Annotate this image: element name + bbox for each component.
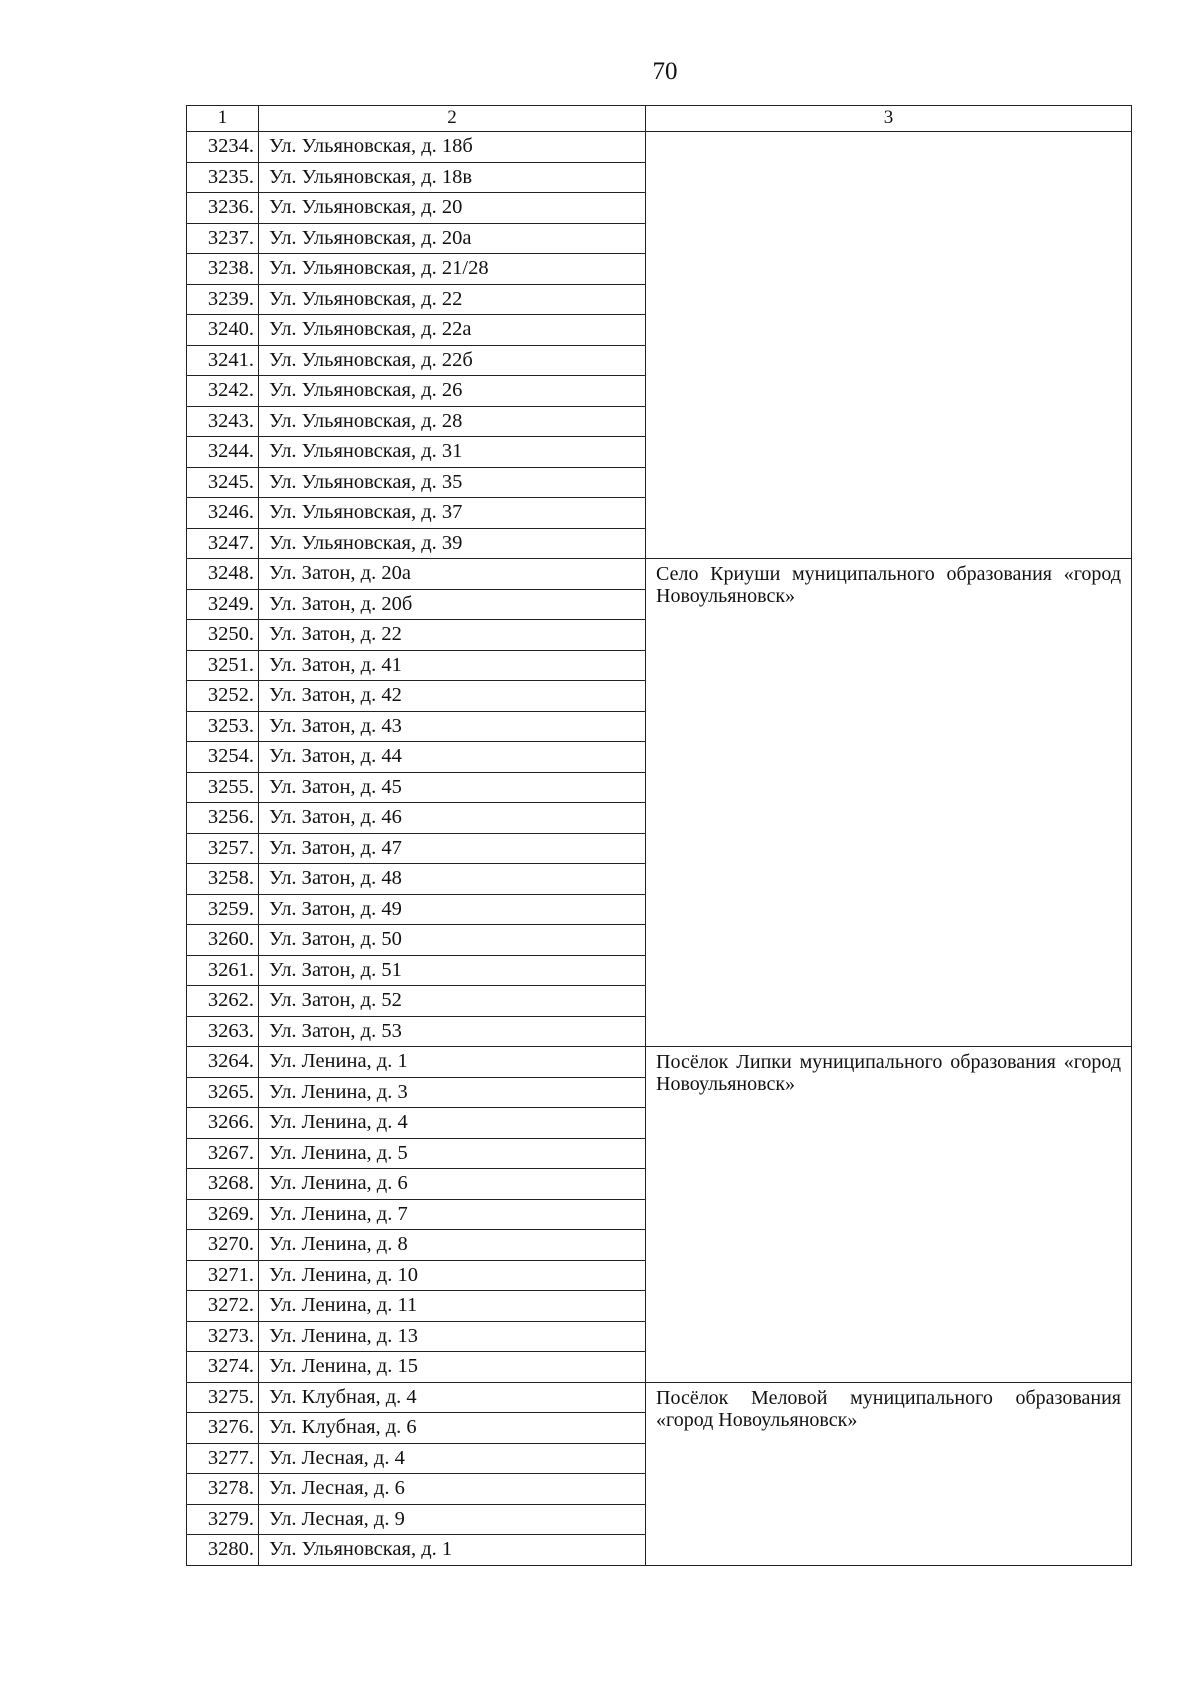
- header-col-2: 2: [259, 106, 646, 132]
- row-number: 3235.: [187, 162, 259, 193]
- address-table-body: [187, 106, 1132, 1566]
- row-number: 3273.: [187, 1321, 259, 1352]
- row-number: 3279.: [187, 1504, 259, 1535]
- address-cell: Ул. Ульяновская, д. 1: [259, 1535, 646, 1566]
- row-number: 3271.: [187, 1260, 259, 1291]
- row-number: 3274.: [187, 1352, 259, 1383]
- row-number: 3242.: [187, 376, 259, 407]
- row-number: 3269.: [187, 1199, 259, 1230]
- address-cell: Ул. Ульяновская, д. 28: [259, 406, 646, 437]
- row-number: 3277.: [187, 1443, 259, 1474]
- location-cell: [646, 132, 1132, 559]
- address-cell: Ул. Ленина, д. 7: [259, 1199, 646, 1230]
- row-number: 3275.: [187, 1382, 259, 1413]
- address-cell: Ул. Затон, д. 41: [259, 650, 646, 681]
- address-cell: Ул. Ульяновская, д. 22а: [259, 315, 646, 346]
- row-number: 3236.: [187, 193, 259, 224]
- row-number: 3250.: [187, 620, 259, 651]
- header-row: [187, 106, 1132, 132]
- row-number: 3238.: [187, 254, 259, 285]
- row-number: 3237.: [187, 223, 259, 254]
- row-number: 3246.: [187, 498, 259, 529]
- row-number: 3276.: [187, 1413, 259, 1444]
- row-number: 3243.: [187, 406, 259, 437]
- address-cell: Ул. Затон, д. 51: [259, 955, 646, 986]
- address-cell: Ул. Затон, д. 20а: [259, 559, 646, 590]
- row-number: 3240.: [187, 315, 259, 346]
- address-cell: Ул. Ульяновская, д. 39: [259, 528, 646, 559]
- address-cell: Ул. Ульяновская, д. 22б: [259, 345, 646, 376]
- address-cell: Ул. Затон, д. 50: [259, 925, 646, 956]
- address-cell: Ул. Лесная, д. 6: [259, 1474, 646, 1505]
- address-cell: Ул. Затон, д. 22: [259, 620, 646, 651]
- address-cell: Ул. Лесная, д. 4: [259, 1443, 646, 1474]
- address-cell: Ул. Затон, д. 46: [259, 803, 646, 834]
- address-cell: Ул. Ленина, д. 3: [259, 1077, 646, 1108]
- page-number: 70: [652, 58, 678, 85]
- row-number: 3256.: [187, 803, 259, 834]
- row-number: 3270.: [187, 1230, 259, 1261]
- address-cell: Ул. Лесная, д. 9: [259, 1504, 646, 1535]
- address-cell: Ул. Ленина, д. 8: [259, 1230, 646, 1261]
- row-number: 3245.: [187, 467, 259, 498]
- row-number: 3244.: [187, 437, 259, 468]
- row-number: 3247.: [187, 528, 259, 559]
- address-cell: Ул. Ленина, д. 5: [259, 1138, 646, 1169]
- row-number: 3249.: [187, 589, 259, 620]
- row-number: 3259.: [187, 894, 259, 925]
- address-cell: Ул. Затон, д. 42: [259, 681, 646, 712]
- address-cell: Ул. Затон, д. 44: [259, 742, 646, 773]
- row-number: 3251.: [187, 650, 259, 681]
- address-cell: Ул. Ленина, д. 15: [259, 1352, 646, 1383]
- address-cell: Ул. Ульяновская, д. 22: [259, 284, 646, 315]
- address-cell: Ул. Затон, д. 53: [259, 1016, 646, 1047]
- table-row: [187, 132, 1132, 163]
- row-number: 3258.: [187, 864, 259, 895]
- row-number: 3255.: [187, 772, 259, 803]
- address-cell: Ул. Ульяновская, д. 37: [259, 498, 646, 529]
- row-number: 3272.: [187, 1291, 259, 1322]
- location-cell: Посёлок Меловой муниципального образования «город Новоульяновск»: [646, 1382, 1132, 1565]
- row-number: 3262.: [187, 986, 259, 1017]
- row-number: 3280.: [187, 1535, 259, 1566]
- address-cell: Ул. Затон, д. 20б: [259, 589, 646, 620]
- row-number: 3248.: [187, 559, 259, 590]
- address-cell: Ул. Ленина, д. 11: [259, 1291, 646, 1322]
- row-number: 3261.: [187, 955, 259, 986]
- row-number: 3263.: [187, 1016, 259, 1047]
- address-cell: Ул. Затон, д. 43: [259, 711, 646, 742]
- address-cell: Ул. Затон, д. 52: [259, 986, 646, 1017]
- row-number: 3267.: [187, 1138, 259, 1169]
- address-cell: Ул. Затон, д. 45: [259, 772, 646, 803]
- address-cell: Ул. Ульяновская, д. 35: [259, 467, 646, 498]
- row-number: 3241.: [187, 345, 259, 376]
- address-cell: Ул. Затон, д. 47: [259, 833, 646, 864]
- address-cell: Ул. Ленина, д. 4: [259, 1108, 646, 1139]
- table-row: [187, 559, 1132, 590]
- header-col-1: 1: [187, 106, 259, 132]
- address-cell: Ул. Ульяновская, д. 21/28: [259, 254, 646, 285]
- row-number: 3239.: [187, 284, 259, 315]
- row-number: 3253.: [187, 711, 259, 742]
- row-number: 3234.: [187, 132, 259, 163]
- address-cell: Ул. Ульяновская, д. 20а: [259, 223, 646, 254]
- address-cell: Ул. Ульяновская, д. 20: [259, 193, 646, 224]
- location-cell: Село Криуши муниципального образования «город Новоульяновск»: [646, 559, 1132, 1047]
- address-table: [186, 105, 1132, 1566]
- address-cell: Ул. Ленина, д. 6: [259, 1169, 646, 1200]
- row-number: 3260.: [187, 925, 259, 956]
- address-cell: Ул. Ленина, д. 10: [259, 1260, 646, 1291]
- header-col-3: 3: [646, 106, 1132, 132]
- row-number: 3278.: [187, 1474, 259, 1505]
- table-row: [187, 1047, 1132, 1078]
- row-number: 3254.: [187, 742, 259, 773]
- row-number: 3264.: [187, 1047, 259, 1078]
- row-number: 3266.: [187, 1108, 259, 1139]
- row-number: 3265.: [187, 1077, 259, 1108]
- address-cell: Ул. Ульяновская, д. 18в: [259, 162, 646, 193]
- address-cell: Ул. Ульяновская, д. 26: [259, 376, 646, 407]
- row-number: 3257.: [187, 833, 259, 864]
- row-number: 3268.: [187, 1169, 259, 1200]
- address-cell: Ул. Ульяновская, д. 18б: [259, 132, 646, 163]
- row-number: 3252.: [187, 681, 259, 712]
- address-cell: Ул. Затон, д. 49: [259, 894, 646, 925]
- address-cell: Ул. Ульяновская, д. 31: [259, 437, 646, 468]
- location-cell: Посёлок Липки муниципального образования «город Новоульяновск»: [646, 1047, 1132, 1383]
- address-cell: Ул. Клубная, д. 6: [259, 1413, 646, 1444]
- table-row: [187, 1382, 1132, 1413]
- address-cell: Ул. Затон, д. 48: [259, 864, 646, 895]
- address-cell: Ул. Ленина, д. 13: [259, 1321, 646, 1352]
- address-cell: Ул. Клубная, д. 4: [259, 1382, 646, 1413]
- address-cell: Ул. Ленина, д. 1: [259, 1047, 646, 1078]
